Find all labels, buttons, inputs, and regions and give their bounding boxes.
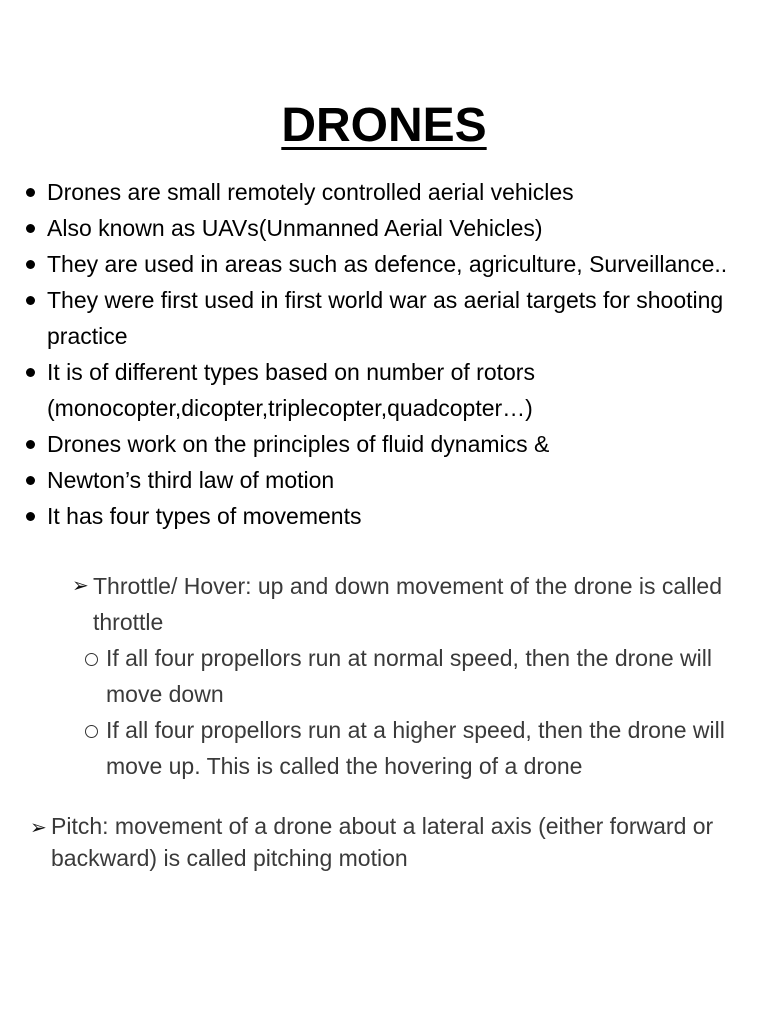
list-item: Newton’s third law of motion [0, 462, 768, 498]
bullet-icon [26, 188, 35, 197]
bullet-icon [26, 296, 35, 305]
list-item: It is of different types based on number of rotors (monocopter,dicopter,triplecopter,quadcopter…) [0, 354, 768, 426]
list-item: Drones are small remotely controlled aerial vehicles [0, 174, 768, 210]
bullet-list [0, 174, 768, 534]
hollow-circle-icon [85, 725, 98, 738]
page-title: DRONES [281, 99, 487, 152]
pitch-text: Pitch: movement of a drone about a lateral axis (either forward or backward) is called pitching motion [51, 813, 714, 871]
bullet-icon [26, 512, 35, 521]
arrowhead-icon: ➢ [30, 817, 47, 839]
list-item: It has four types of movements [0, 498, 768, 534]
list-item: They are used in areas such as defence, agriculture, Surveillance.. [0, 246, 768, 282]
bullet-icon [26, 476, 35, 485]
bullet-icon [26, 440, 35, 449]
throttle-point-text: If all four propellors run at a higher speed, then the drone will move up. This is called the hovering of a drone [106, 717, 725, 779]
throttle-point-text: If all four propellors run at normal speed, then the drone will move down [106, 645, 712, 707]
list-item: Drones work on the principles of fluid dynamics & [0, 426, 768, 462]
arrowhead-icon: ➢ [72, 575, 89, 597]
hollow-circle-icon [85, 653, 98, 666]
bullet-icon [26, 260, 35, 269]
list-item: Also known as UAVs(Unmanned Aerial Vehicles) [0, 210, 768, 246]
bullet-icon [26, 368, 35, 377]
throttle-text: Throttle/ Hover: up and down movement of the drone is called throttle [93, 573, 723, 635]
list-item: They were first used in first world war as aerial targets for shooting practice [0, 282, 768, 354]
bullet-icon [26, 224, 35, 233]
